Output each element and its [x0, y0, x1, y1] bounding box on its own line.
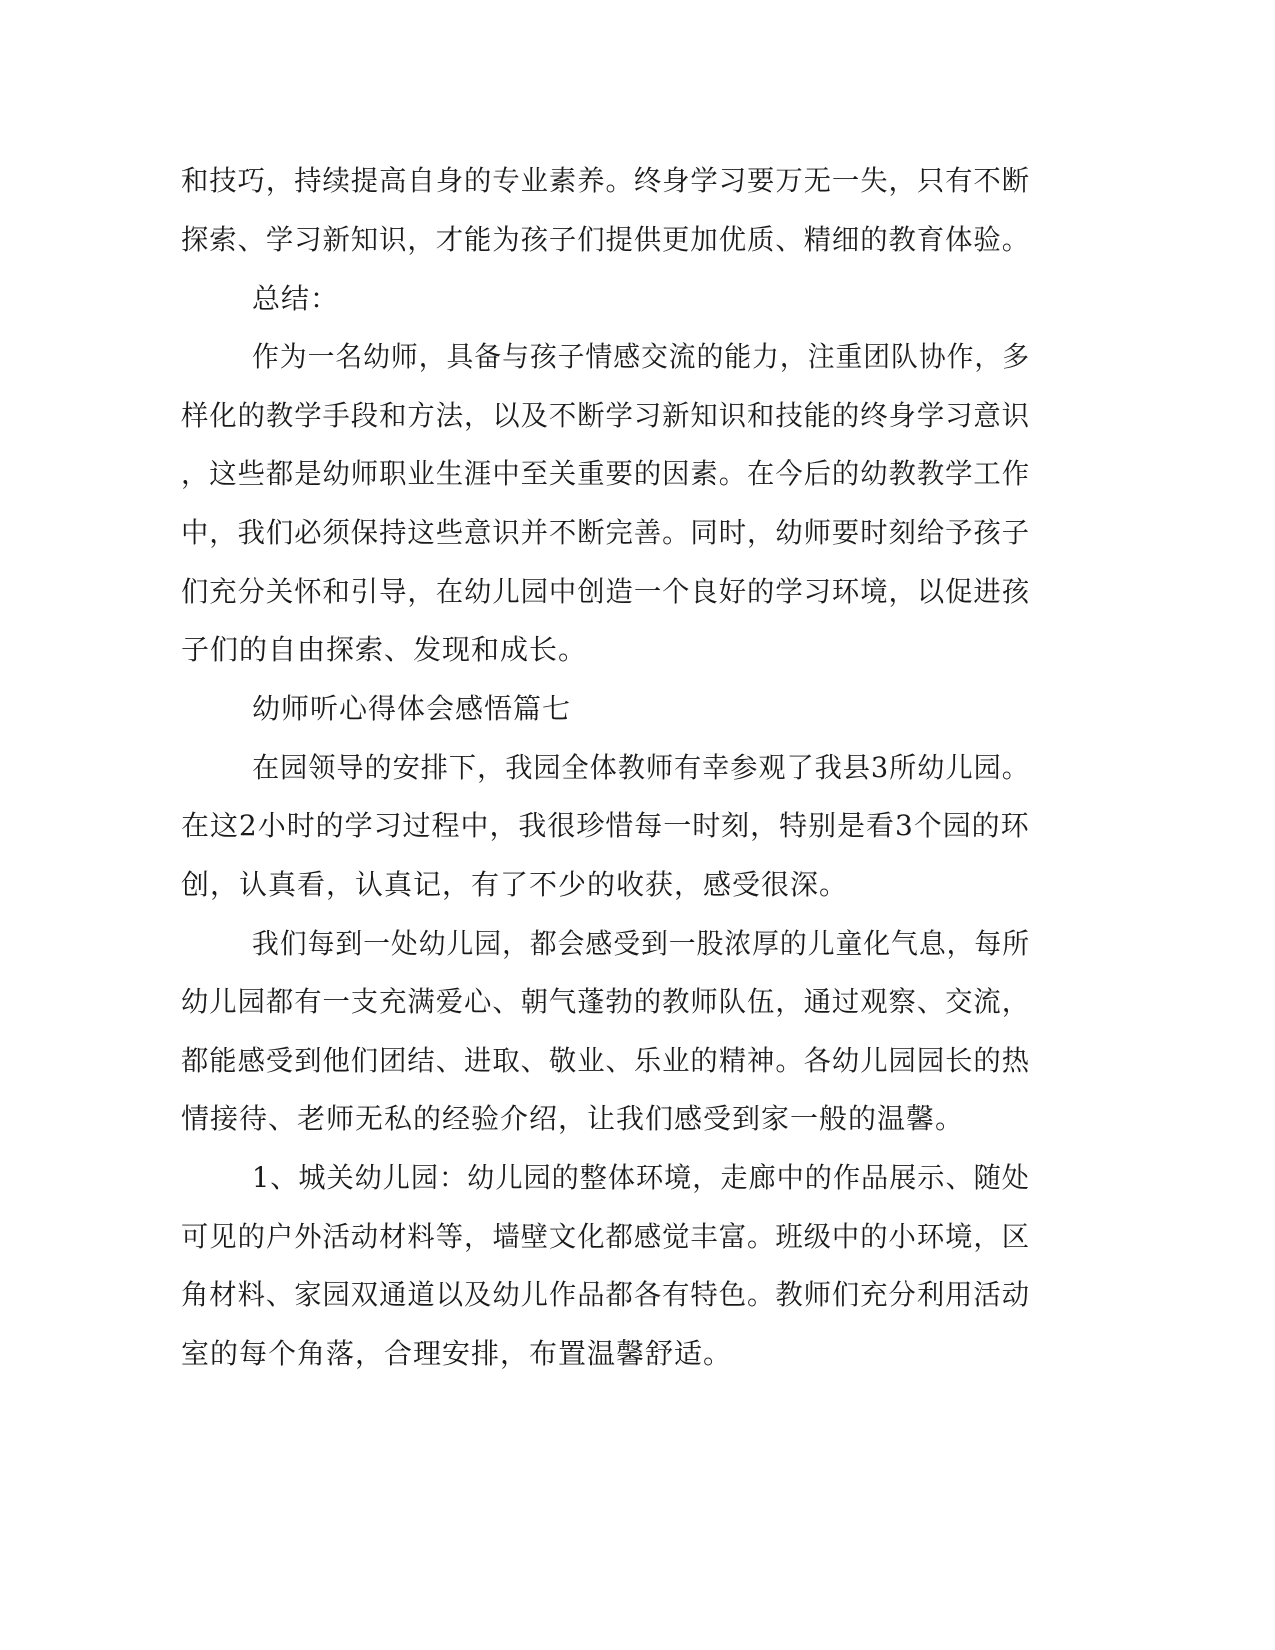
- text-line: ，这些都是幼师职业生涯中至关重要的因素。在今后的幼教教学工作: [181, 457, 1031, 490]
- text-line: 我们每到一处幼儿园，都会感受到一股浓厚的儿童化气息，每所: [252, 927, 1030, 960]
- text-line: 中，我们必须保持这些意识并不断完善。同时，幼师要时刻给予孩子: [181, 516, 1031, 549]
- text-line: 可见的户外活动材料等，墙壁文化都感觉丰富。班级中的小环境，区: [181, 1220, 1031, 1253]
- text-line: 子们的自由探索、发现和成长。: [181, 633, 588, 666]
- text-line: 和技巧，持续提高自身的专业素养。终身学习要万无一失，只有不断: [181, 164, 1031, 197]
- text-line: 在这2小时的学习过程中，我很珍惜每一时刻，特别是看3个园的环: [181, 809, 1030, 842]
- text-line: 情接待、老师无私的经验介绍，让我们感受到家一般的温馨。: [181, 1102, 965, 1135]
- text-line: 室的每个角落，合理安排，布置温馨舒适。: [181, 1337, 733, 1370]
- text-line: 作为一名幼师，具备与孩子情感交流的能力，注重团队协作，多: [252, 340, 1030, 373]
- text-line: 1、城关幼儿园：幼儿园的整体环境，走廊中的作品展示、随处: [252, 1161, 1030, 1194]
- text-line: 们充分关怀和引导，在幼儿园中创造一个良好的学习环境，以促进孩: [181, 575, 1031, 608]
- section-heading: 幼师听心得体会感悟篇七: [252, 692, 572, 725]
- text-line: 角材料、家园双通道以及幼儿作品都各有特色。教师们充分利用活动: [181, 1278, 1031, 1311]
- text-line: 探索、学习新知识，才能为孩子们提供更加优质、精细的教育体验。: [181, 223, 1031, 256]
- section-heading: 总结：: [252, 282, 340, 315]
- text-line: 都能感受到他们团结、进取、敬业、乐业的精神。各幼儿园园长的热: [181, 1044, 1031, 1077]
- text-line: 创，认真看，认真记，有了不少的收获，感受很深。: [181, 868, 849, 901]
- text-line: 在园领导的安排下，我园全体教师有幸参观了我县3所幼儿园。: [252, 751, 1030, 784]
- text-line: 样化的教学手段和方法，以及不断学习新知识和技能的终身学习意识: [181, 399, 1031, 432]
- text-line: 幼儿园都有一支充满爱心、朝气蓬勃的教师队伍，通过观察、交流，: [181, 985, 1031, 1018]
